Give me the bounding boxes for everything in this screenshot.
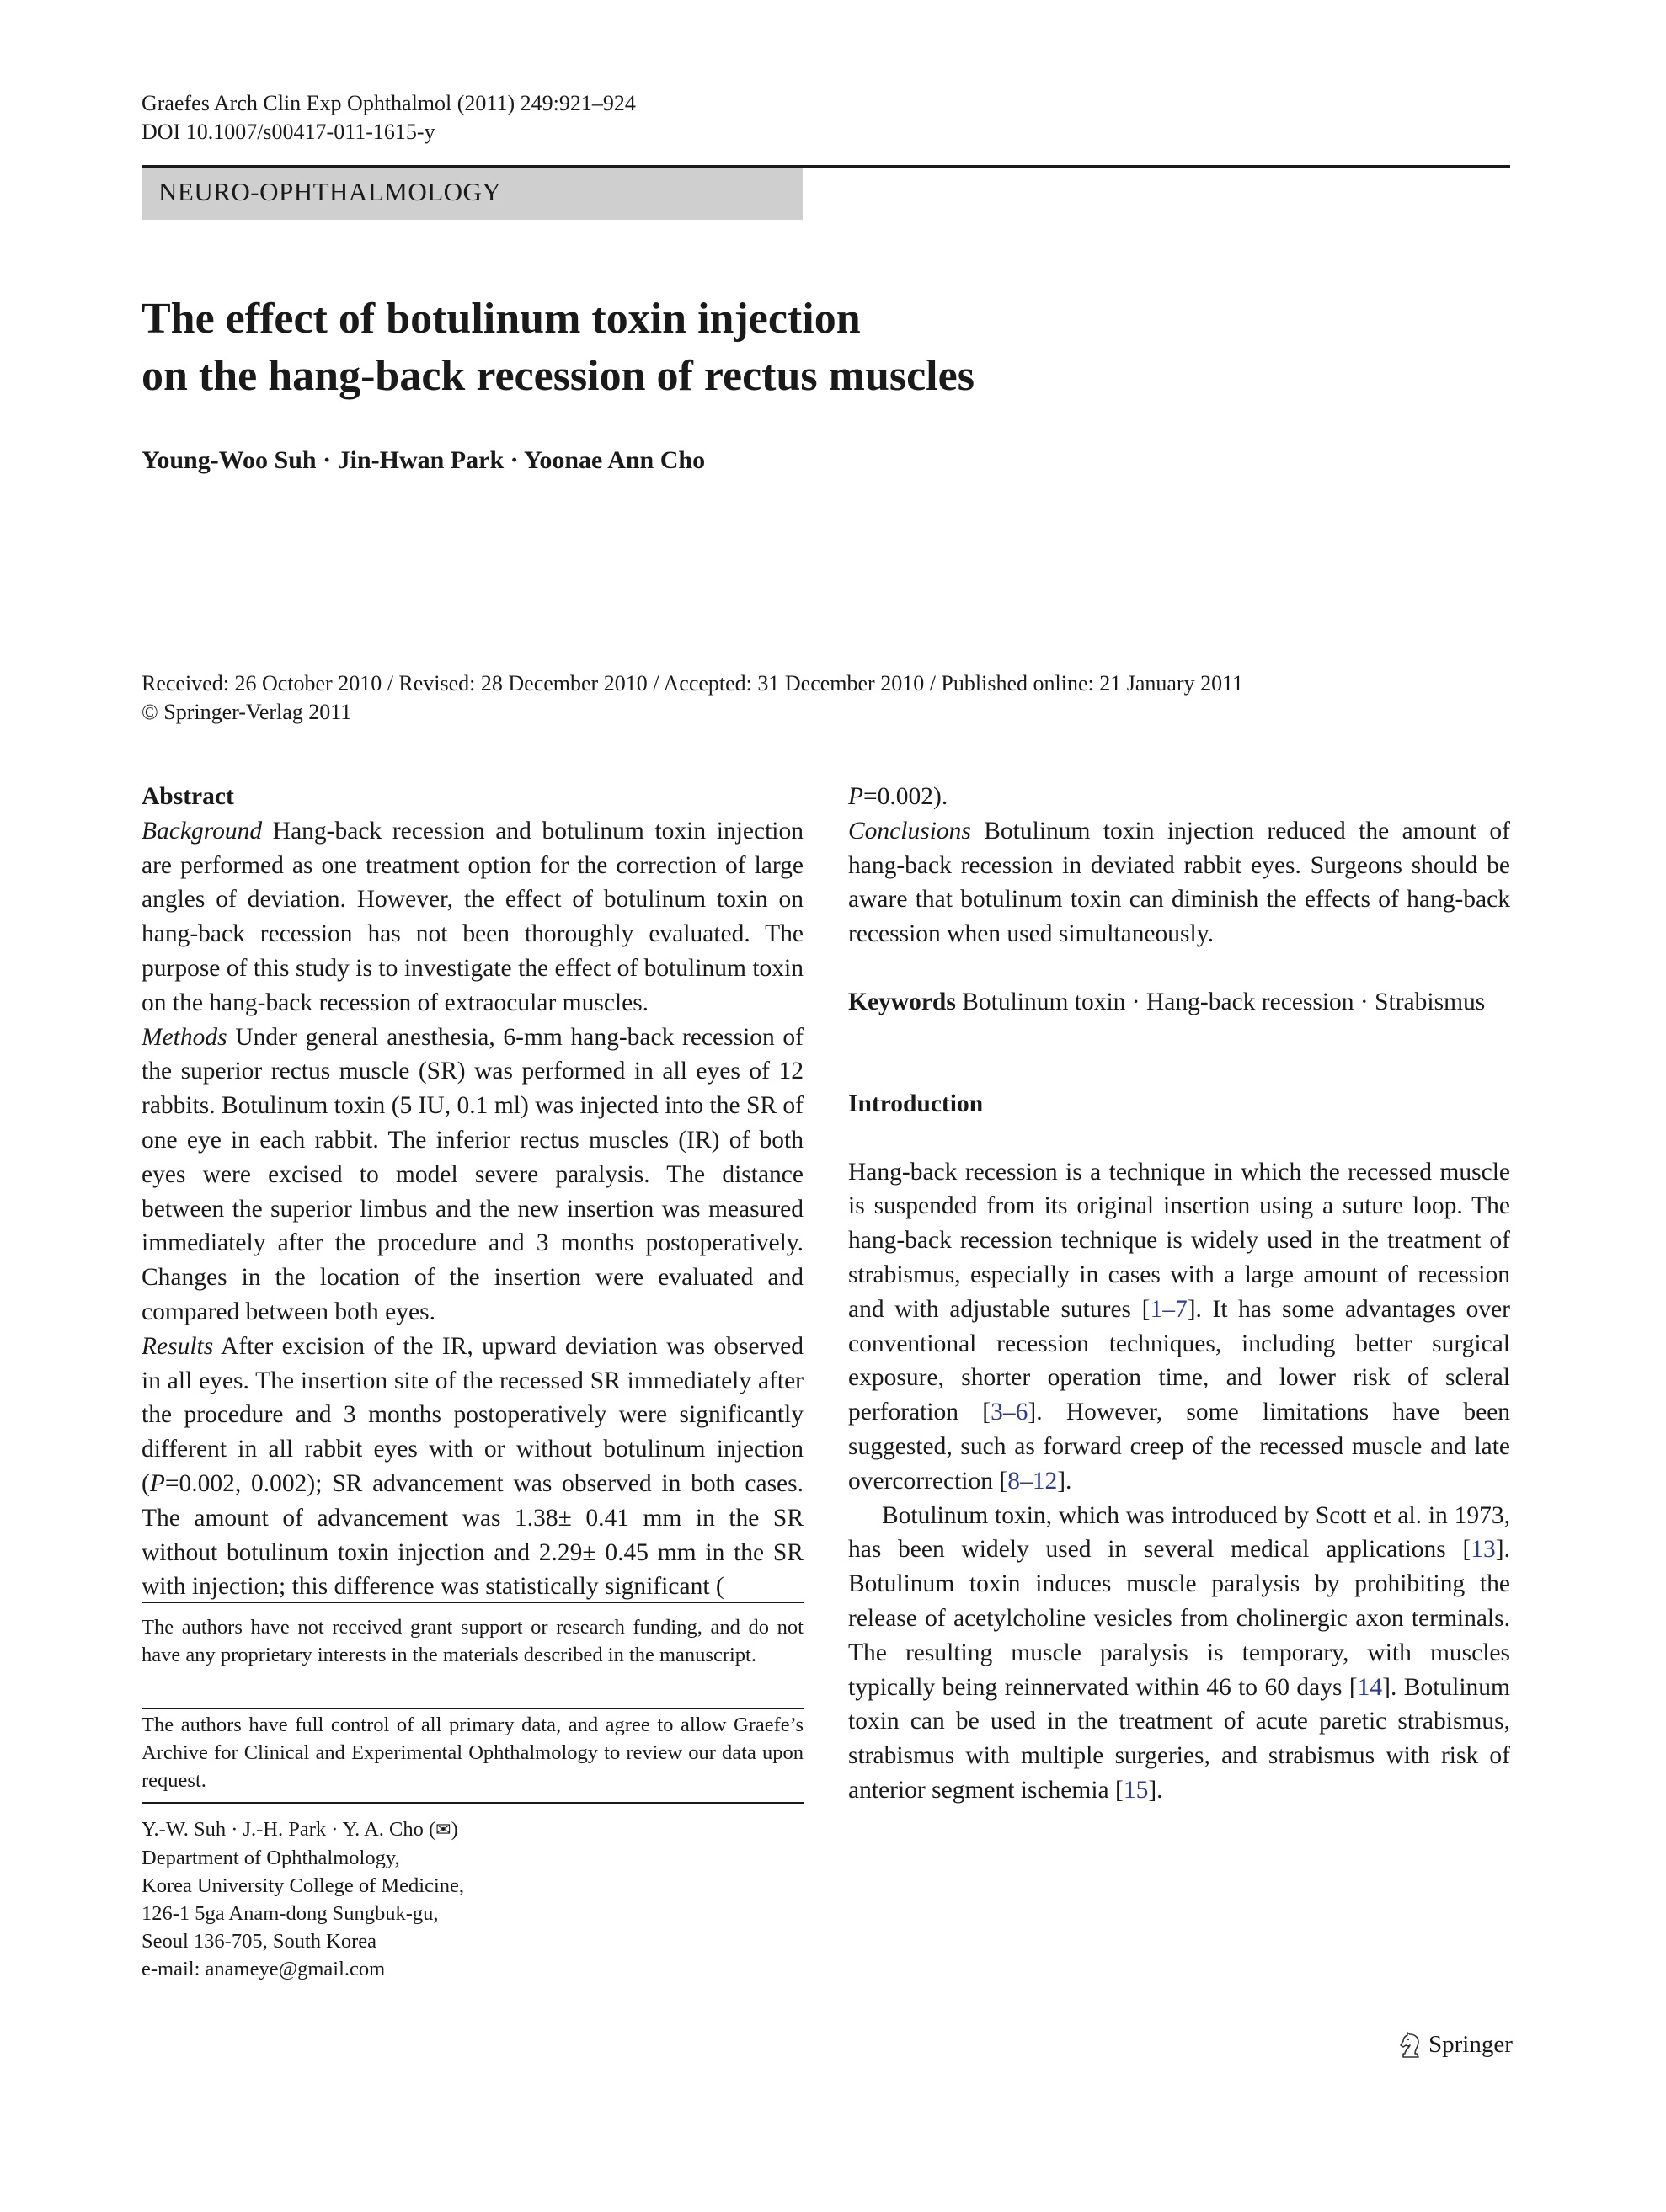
envelope-icon: ✉ xyxy=(435,1820,451,1841)
right-column xyxy=(848,780,1510,1808)
abstract-background xyxy=(142,814,804,1021)
publisher-logo xyxy=(1398,2031,1513,2059)
address-email[interactable]: e-mail: anameye@gmail.com xyxy=(142,1958,386,1980)
address-divider xyxy=(142,1802,804,1804)
citation-link[interactable]: 8–12 xyxy=(1007,1467,1058,1495)
results-text-b: =0.002, 0.002); SR advancement was observed in both cases. The amount of advancement was 1.38± 0.41 mm in the SR without botulinum toxin injection and 2.29± 0.45 mm in the SR with injection; this difference was statistically significant ( xyxy=(142,1469,804,1601)
address-univ: Korea University College of Medicine, xyxy=(142,1874,465,1897)
intro-paragraph-2: Botulinum toxin, which was introduced by Scott et al. in 1973, has been widely used in several medical applications [13]. Botulinum toxin induces muscle paralysis by prohibiting the release of acetylcholine vesicles from cholinergic axon terminals. The resulting muscle paralysis is temporary, with muscles typically being reinnervated within 46 to 60 days [14]. Botulinum toxin can be used in the treatment of acute paretic strabismus, strabismus with multiple surgeries, and strabismus with risk of anterior segment ischemia [15]. xyxy=(848,1501,1510,1804)
publisher-name: Springer xyxy=(1428,2031,1513,2058)
p-value-label: P xyxy=(149,1469,165,1497)
keywords xyxy=(848,985,1510,1020)
abstract-results-cont xyxy=(848,780,1510,814)
keywords-text: Botulinum toxin · Hang-back recession · Strabismus xyxy=(962,988,1486,1015)
background-label: Background xyxy=(142,817,263,845)
address-dept: Department of Ophthalmology, xyxy=(142,1847,400,1869)
conclusions-text: Botulinum toxin injection reduced the amount of hang-back recession in deviated rabbit eyes. Surgeons should be aware that botulinum toxin can diminish the effects of hang-back recession when used simultaneously. xyxy=(848,817,1511,948)
citation-link[interactable]: 14 xyxy=(1357,1673,1383,1701)
citation-link[interactable]: 15 xyxy=(1123,1776,1149,1804)
citation-link[interactable]: 1–7 xyxy=(1150,1295,1188,1323)
article-title xyxy=(142,290,975,405)
abstract-conclusions xyxy=(848,814,1510,951)
abstract-results xyxy=(142,1330,804,1604)
intro-paragraph-1: Hang-back recession is a technique in which the recessed muscle is suspended from its original insertion using a suture loop. The hang-back recession technique is widely used in the treatment of strabismus, especially in cases with a large amount of recession and with adjustable sutures [1–7]. It has some advantages over conventional recession techniques, including better surgical exposure, shorter operation time, and lower risk of scleral perforation [3–6]. However, some limitations have been suggested, such as forward creep of the recessed muscle and late overcorrection [8–12]. xyxy=(848,1158,1511,1495)
results-text-a: After excision of the IR, upward deviation was observed in all eyes. The insertion site of the recessed SR immediately after the procedure and 3 months postoperatively were significantly different in all rabbit eyes with or without botulinum injection ( xyxy=(142,1332,804,1497)
address-names: Y.-W. Suh · J.-H. Park · Y. A. Cho (✉) xyxy=(142,1818,458,1841)
abstract-heading: Abstract xyxy=(142,783,234,810)
history-dates: Received: 26 October 2010 / Revised: 28 December 2010 / Accepted: 31 December 2010 / Published online: 21 January 2011 xyxy=(142,671,1244,696)
journal-citation: Graefes Arch Clin Exp Ophthalmol (2011) 249:921–924 xyxy=(142,91,636,115)
address-city: Seoul 136-705, South Korea xyxy=(142,1930,376,1953)
correspondence-address xyxy=(142,1815,464,1983)
article-history xyxy=(142,669,1243,727)
journal-header xyxy=(142,89,636,147)
methods-label: Methods xyxy=(142,1023,227,1051)
left-column xyxy=(142,780,804,1604)
address-street: 126-1 5ga Anam-dong Sungbuk-gu, xyxy=(142,1902,439,1925)
conclusions-label: Conclusions xyxy=(848,817,971,845)
author-list: Young-Woo Suh · Jin-Hwan Park · Yoonae Ann Cho xyxy=(142,446,706,474)
footnote-funding: The authors have not received grant support or research funding, and do not have any proprietary interests in the materials described in the manuscript. xyxy=(142,1616,804,1666)
abstract-methods xyxy=(142,1021,804,1330)
footnote-data: The authors have full control of all primary data, and agree to allow Graefe’s Archive for Clinical and Experimental Ophthalmology to review our data upon request. xyxy=(142,1714,804,1792)
copyright: © Springer-Verlag 2011 xyxy=(142,700,352,724)
keywords-label: Keywords xyxy=(848,988,956,1015)
footnote-rule xyxy=(142,1602,804,1603)
results-label: Results xyxy=(142,1332,214,1360)
methods-text: Under general anesthesia, 6-mm hang-back recession of the superior rectus muscle (SR) was performed in all eyes of 12 rabbits. Botulinum toxin (5 IU, 0.1 ml) was injected into the SR of one eye in each rabbit. The inferior rectus muscles (IR) of both eyes were excised to model severe paralysis. The distance between the superior limbus and the new insertion was measured immediately after the procedure and 3 months postoperatively. Changes in the location of the insertion were evaluated and compared between both eyes. xyxy=(142,1023,804,1325)
doi[interactable]: DOI 10.1007/s00417-011-1615-y xyxy=(142,120,435,144)
results-text-d: =0.002). xyxy=(863,783,948,810)
background-text: Hang-back recession and botulinum toxin injection are performed as one treatment option for the correction of large angles of deviation. However, the effect of botulinum toxin on hang-back recession has not been thoroughly evaluated. The purpose of this study is to investigate the effect of botulinum toxin on the hang-back recession of extraocular muscles. xyxy=(142,817,804,1016)
footnote-divider xyxy=(142,1708,804,1709)
section-label: NEURO-OPHTHALMOLOGY xyxy=(142,168,803,220)
p-value-label-2: P xyxy=(848,783,864,810)
citation-link[interactable]: 13 xyxy=(1471,1536,1496,1564)
citation-link[interactable]: 3–6 xyxy=(991,1399,1028,1426)
title-line-1: The effect of botulinum toxin injection xyxy=(142,295,861,343)
springer-knight-icon xyxy=(1398,2032,1423,2059)
introduction-heading: Introduction xyxy=(848,1090,984,1117)
title-line-2: on the hang-back recession of rectus muscles xyxy=(142,352,975,400)
